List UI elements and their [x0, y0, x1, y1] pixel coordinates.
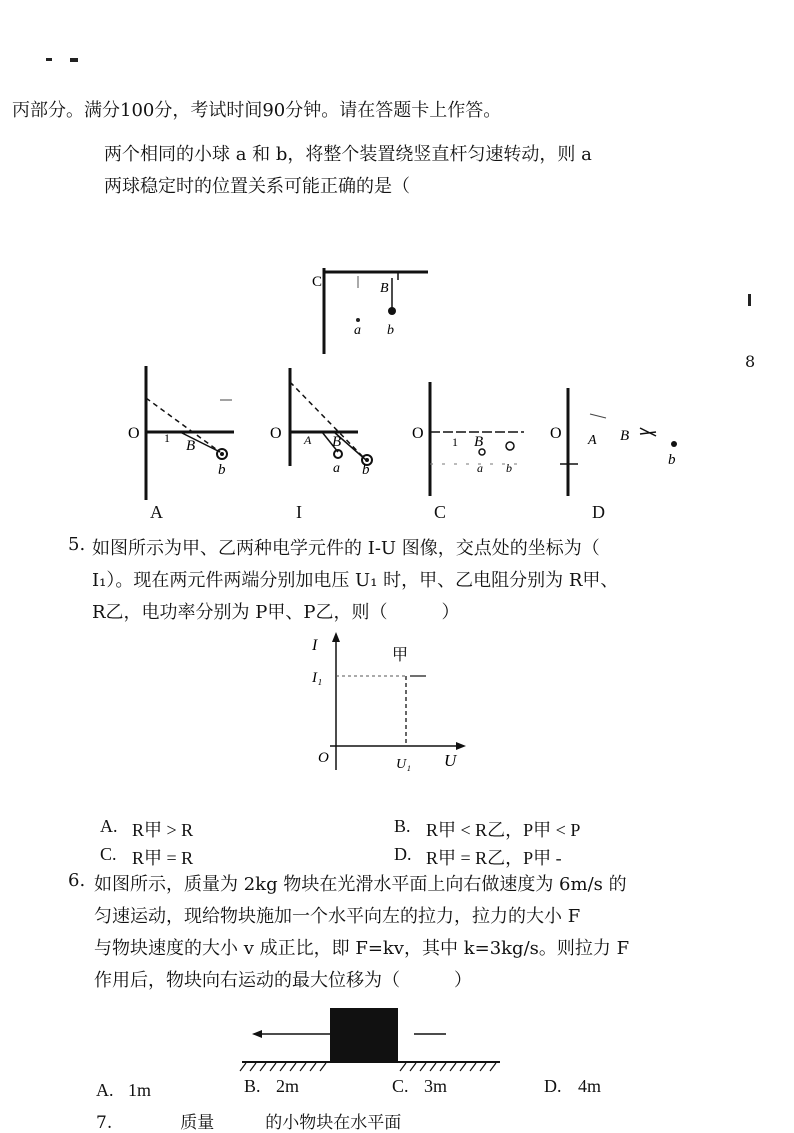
graph-xlabel: U: [444, 751, 457, 770]
option-d-o: O: [550, 425, 562, 442]
option-b-a: a: [333, 461, 340, 476]
q5-number: 5.: [68, 534, 86, 555]
q5-option-d-letter: D.: [394, 844, 412, 864]
graph-y-tick: I₁: [312, 670, 323, 686]
q4-text-line1: 两个相同的小球 a 和 b，将整个装置绕竖直杆匀速转动，则 a: [104, 144, 592, 165]
option-d-a-upper: A: [588, 433, 597, 448]
q6-block-figure: [236, 1002, 506, 1074]
q5-option-c-letter: C.: [100, 844, 117, 864]
q5-option-b-text: R甲 < R乙，P甲 < P: [426, 820, 581, 840]
q5-option-b-letter: B.: [394, 816, 411, 836]
q5-text-line3: R乙，电功率分别为 P甲、P乙，则（ ）: [92, 602, 460, 623]
q5-option-a-letter: A.: [100, 816, 118, 836]
scan-speck: [70, 58, 78, 62]
graph-origin: O: [318, 750, 329, 766]
q4-option-letter-a: A: [150, 502, 163, 522]
option-b-b-upper: B: [332, 434, 342, 450]
graph-x-tick: U₁: [396, 757, 411, 772]
option-a-figure: [128, 366, 234, 500]
q4-main-label-a: a: [354, 323, 361, 338]
q6-text-line1: 如图所示，质量为 2kg 物块在光滑水平面上向右做速度为 6m/s 的: [94, 874, 627, 895]
option-d-b: b: [668, 452, 676, 468]
q6-option-a-letter: A.: [96, 1080, 114, 1100]
q4-option-figures: [110, 360, 710, 525]
graph-curve-label: 甲: [392, 647, 409, 664]
q6-text-line2: 匀速运动，现给物块施加一个水平向左的拉力，拉力的大小 F: [94, 906, 581, 927]
q4-option-letter-c: C: [434, 502, 447, 522]
next-question-partial: 7. 质量 的小物块在水平面: [96, 1113, 402, 1133]
q5-text-line1: 如图所示为甲、乙两种电学元件的 I-U 图像，交点处的坐标为（: [92, 538, 600, 559]
margin-number: 8: [745, 352, 756, 371]
option-b-o: O: [270, 425, 282, 442]
option-b-b: b: [362, 462, 370, 478]
q6-text-line4: 作用后，物块向右运动的最大位移为（ ）: [94, 970, 472, 991]
q6-option-d-text: 4m: [578, 1076, 602, 1096]
q4-text-line2: 两球稳定时的位置关系可能正确的是（: [104, 176, 410, 197]
graph-ylabel: I: [312, 637, 318, 654]
q5-option-a-text: R甲 > R: [132, 820, 194, 840]
option-a-tick: 1: [164, 431, 170, 445]
exam-instructions: 丙部分。满分100分，考试时间90分钟。请在答题卡上作答。: [12, 100, 502, 121]
option-c-o: O: [412, 425, 424, 442]
q6-option-c-text: 3m: [424, 1076, 448, 1096]
q6-text-line3: 与物块速度的大小 v 成正比，即 F=kv，其中 k=3kg/s。则拉力 F: [94, 938, 630, 959]
q4-main-label-b-upper: B: [380, 281, 389, 296]
option-c-a: a: [477, 461, 483, 475]
option-c-figure: [412, 382, 524, 496]
option-b-a-upper: A: [304, 433, 312, 447]
option-a-b-upper: B: [186, 438, 196, 454]
q6-option-b-text: 2m: [276, 1076, 300, 1096]
option-c-tick: 1: [452, 435, 458, 449]
q6-number: 6.: [68, 870, 86, 891]
q4-main-figure: [300, 262, 440, 362]
option-a-o: O: [128, 425, 140, 442]
q5-option-c-text: R甲 = R: [132, 848, 194, 868]
option-c-b-upper: B: [474, 434, 484, 450]
q6-option-a-text: 1m: [128, 1080, 152, 1100]
q6-option-b-letter: B.: [244, 1076, 261, 1096]
q4-main-label-o: C: [312, 274, 323, 290]
q5-iu-graph: [304, 630, 474, 780]
option-d-figure: [550, 388, 677, 496]
q4-main-label-b: b: [387, 323, 394, 338]
q4-option-letter-d: D: [592, 502, 605, 522]
q5-text-line2: I₁）。现在两元件两端分别加电压 U₁ 时，甲、乙电阻分别为 R甲、: [92, 570, 619, 591]
q6-option-d-letter: D.: [544, 1076, 562, 1096]
margin-tick: [748, 294, 751, 306]
scan-speck: [46, 58, 52, 61]
option-c-b: b: [506, 461, 512, 475]
option-b-figure: [270, 368, 372, 478]
q5-option-d-text: R甲 = R乙，P甲 -: [426, 848, 562, 868]
q4-option-letter-b: I: [296, 502, 302, 522]
option-a-b: b: [218, 462, 226, 478]
q6-option-c-letter: C.: [392, 1076, 409, 1096]
option-d-b-upper: B: [620, 428, 630, 444]
